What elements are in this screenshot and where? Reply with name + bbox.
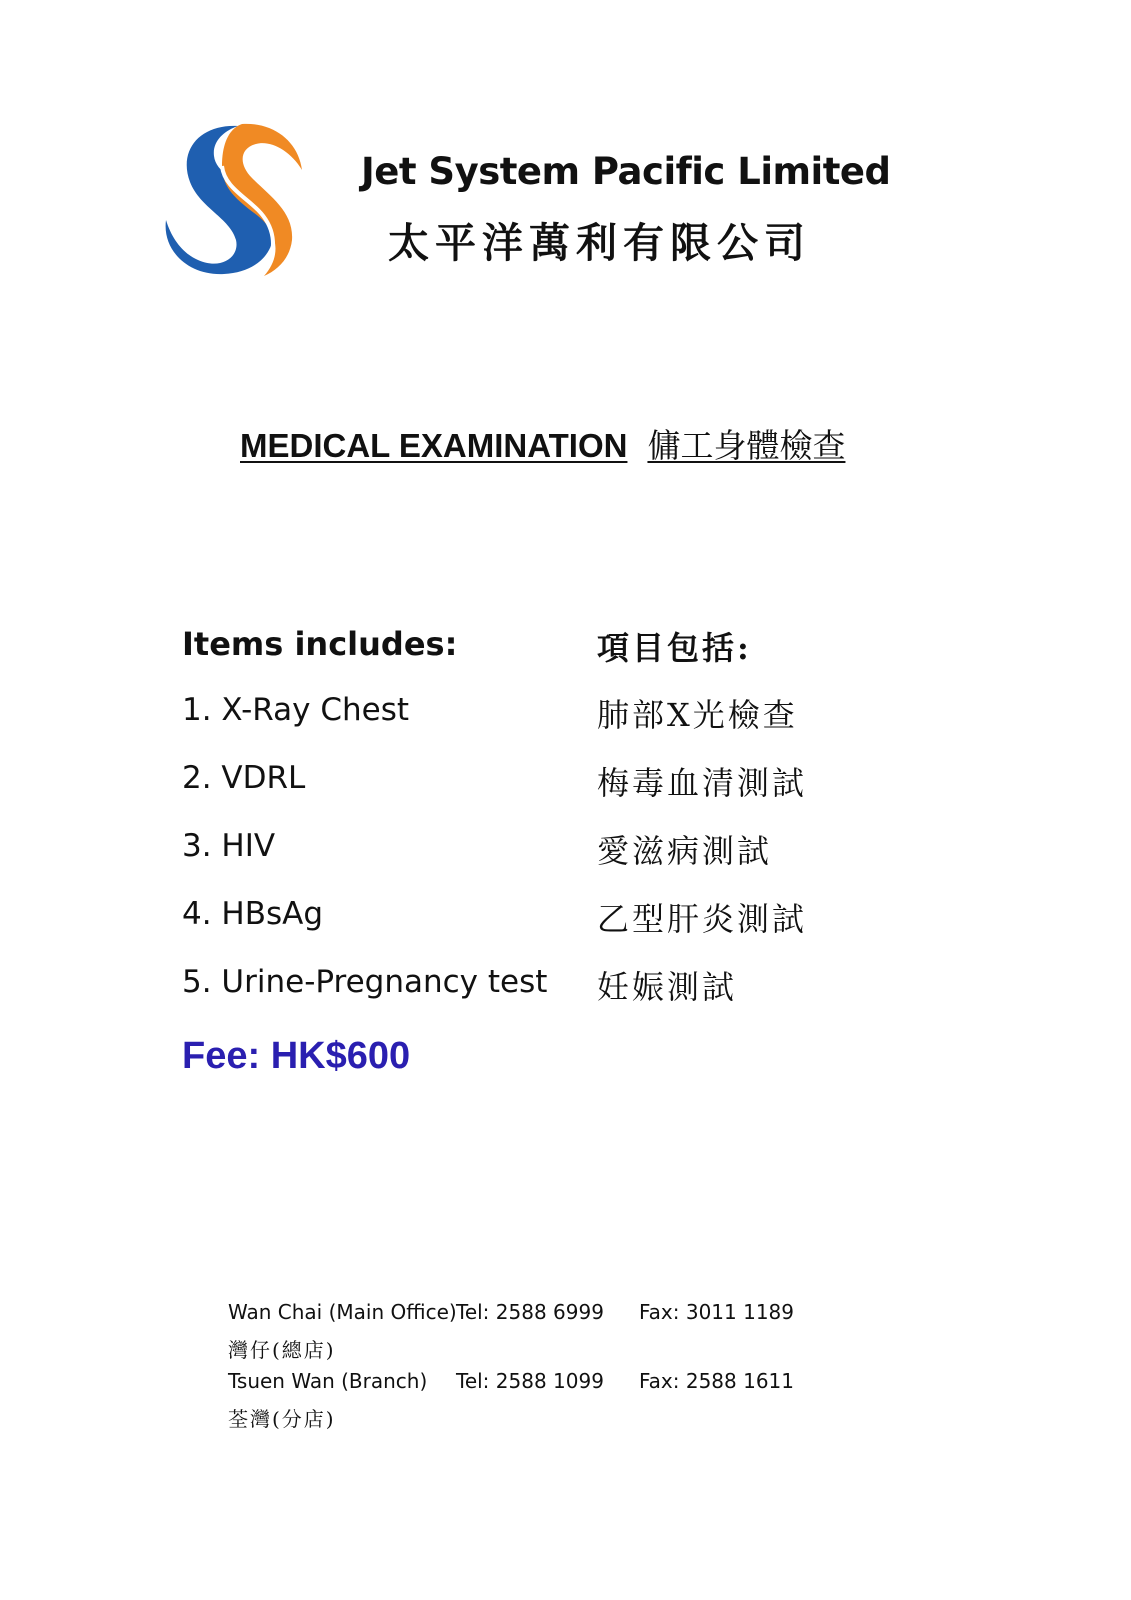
contact-branch-1-zh: 灣仔(總店) xyxy=(228,1338,336,1362)
item-3-zh: 愛滋病測試 xyxy=(597,832,773,870)
item-4-zh: 乙型肝炎測試 xyxy=(597,900,808,938)
company-name-zh: 太平洋萬利有限公司 xyxy=(388,219,811,267)
logo-s-icon xyxy=(160,120,310,280)
items-heading-en: Items includes: xyxy=(182,625,458,663)
fee-amount: Fee: HK$600 xyxy=(182,1035,411,1077)
contact-fax-2: Fax: 2588 1611 xyxy=(639,1369,795,1393)
contact-branch-2: Tsuen Wan (Branch) xyxy=(228,1369,428,1393)
item-4-en: 4. HBsAg xyxy=(182,896,324,932)
document-title-zh: 傭工身體檢查 xyxy=(647,426,846,465)
contact-tel-1: Tel: 2588 6999 xyxy=(456,1300,604,1324)
item-5-en: 5. Urine-Pregnancy test xyxy=(182,964,548,1000)
contact-branch-2-zh: 荃灣(分店) xyxy=(228,1407,336,1431)
company-name-en: Jet System Pacific Limited xyxy=(361,150,891,193)
contact-fax-1: Fax: 3011 1189 xyxy=(639,1300,795,1324)
item-1-zh: 肺部X光檢查 xyxy=(597,696,798,734)
company-logo xyxy=(160,120,310,280)
item-2-zh: 梅毒血清測試 xyxy=(597,764,808,802)
item-2-en: 2. VDRL xyxy=(182,760,306,796)
items-heading-zh: 項目包括: xyxy=(597,629,752,667)
contact-tel-2: Tel: 2588 1099 xyxy=(456,1369,604,1393)
document-title-en: MEDICAL EXAMINATION xyxy=(240,427,628,464)
document-title xyxy=(240,420,845,467)
contact-branch-1: Wan Chai (Main Office) xyxy=(228,1300,457,1324)
item-1-en: 1. X-Ray Chest xyxy=(182,692,410,728)
item-5-zh: 妊娠測試 xyxy=(597,968,738,1006)
item-3-en: 3. HIV xyxy=(182,828,276,864)
